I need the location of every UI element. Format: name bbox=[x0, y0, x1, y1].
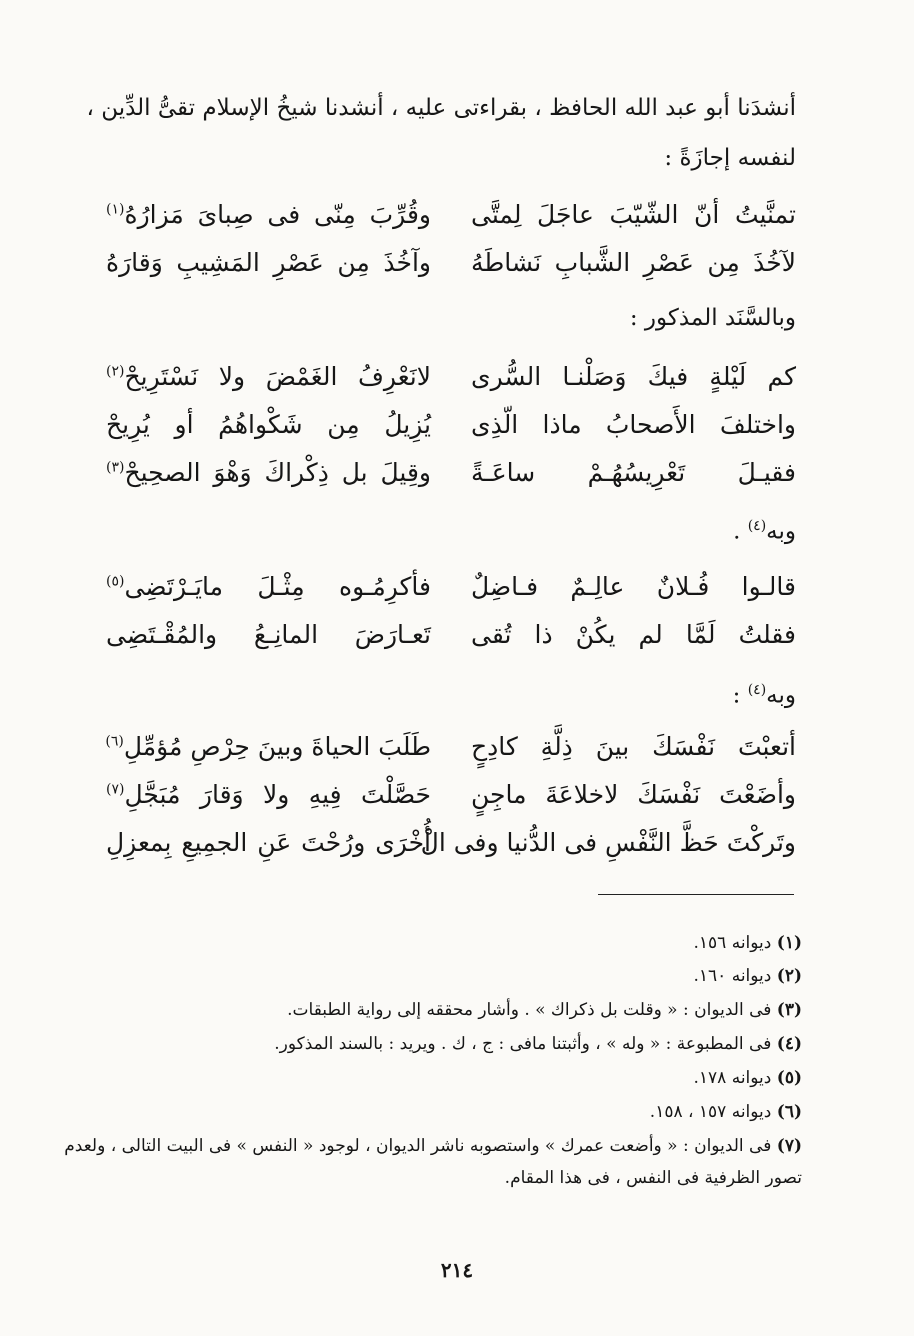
verse-first-hemistich: أتعبْتَ نَفْسَكَ بينَ ذِلَّةِ كادِحٍ bbox=[471, 731, 796, 761]
footnote-text: ديوانه ١٥٧ ، ١٥٨. bbox=[649, 1102, 777, 1122]
footnote bbox=[82, 995, 802, 1025]
intro-line-1: أنشدَنا أبو عبد الله الحافظ ، بقراءتى عليه ، أنشدنا شيخُ الإسلام تقىُّ الدِّين ، bbox=[86, 95, 796, 121]
verse-line bbox=[106, 724, 796, 768]
intro-line-2: لنفسه إجازَةً : bbox=[664, 145, 796, 171]
verse-first-hemistich: فقلتُ لَمَّا لم يكُنْ ذا تُقى bbox=[471, 619, 796, 649]
transition-punct: : bbox=[732, 682, 748, 709]
verse-line bbox=[106, 450, 796, 494]
hemistich-text: حَصَّلْتَ فِيهِ ولا وَقارَ مُبَجَّلِ bbox=[124, 779, 431, 809]
verse-line bbox=[106, 564, 796, 608]
verse-line bbox=[106, 240, 796, 284]
transition-text: وبه bbox=[766, 682, 796, 709]
footnote bbox=[82, 961, 802, 991]
verse-first-hemistich: وتَركْتَ حَظَّ النَّفْسِ فى الدُّنيا وفى الْ bbox=[420, 827, 796, 857]
verse-line bbox=[106, 354, 796, 398]
footnote-text: فى الديوان : « وقلت بل ذكراك » . وأشار محققه إلى رواية الطبقات. bbox=[287, 1000, 777, 1020]
transition-line bbox=[96, 506, 796, 552]
footnote-number: (٧) bbox=[776, 1136, 802, 1156]
verse-second-hemistich: تَعـارَضَ المانِـعُ والمُقْـتَضِى bbox=[106, 619, 431, 649]
verse-second-hemistich: وآخُذَ مِن عَصْرِ المَشِيبِ وَقارَهُ bbox=[106, 247, 431, 277]
verse-first-hemistich: تمنَّيتُ أنّ الشّيّبَ عاجَلَ لِمتَّى bbox=[471, 199, 796, 229]
verse-second-hemistich bbox=[106, 362, 431, 391]
page-number: ٢١٤ bbox=[440, 1258, 474, 1282]
footnote-number: (١) bbox=[776, 933, 802, 953]
footnote bbox=[82, 1029, 802, 1059]
footnote-number: (٦) bbox=[776, 1102, 802, 1122]
footnote-number: (٤) bbox=[776, 1034, 802, 1054]
footnote-text: فى المطبوعة : « وله » ، وأثبتنا مافى : ج ، ك . ويريد : بالسند المذكور. bbox=[274, 1034, 777, 1054]
footnote-marker: (٢) bbox=[106, 363, 125, 380]
footnote bbox=[82, 1063, 802, 1093]
footnote-text: ديوانه ١٧٨. bbox=[693, 1068, 777, 1088]
verse-second-hemistich: أُخْرَى ورُحْتَ عَنِ الجمِيعِ بِمعزِلِ bbox=[106, 827, 431, 857]
verse-second-hemistich bbox=[106, 200, 431, 229]
transition-line bbox=[96, 670, 796, 716]
verse-first-hemistich: لآخُذَ مِن عَصْرِ الشَّبابِ نَشاطَهُ bbox=[471, 247, 796, 277]
footnote-text: ديوانه ١٥٦. bbox=[693, 933, 777, 953]
transition-punct: . bbox=[733, 518, 748, 545]
footnote-marker: (٥) bbox=[106, 573, 125, 590]
footnote-marker: (٤) bbox=[747, 518, 767, 534]
footnote-number: (٥) bbox=[776, 1068, 802, 1088]
verse-second-hemistich bbox=[106, 732, 431, 761]
footnote-marker: (٤) bbox=[747, 682, 767, 698]
hemistich-text: لانَعْرِفُ الغَمْضَ ولا نَسْتَرِيحْ bbox=[124, 361, 431, 391]
verse-first-hemistich: كم لَيْلةٍ فيكَ وَصَلْنـا السُّرى bbox=[471, 361, 796, 391]
verse-line bbox=[106, 402, 796, 446]
footnote-separator bbox=[598, 894, 794, 895]
hemistich-text: فأكرِمُـوه مِثْـلَ مايَـرْتَضِى bbox=[124, 571, 431, 601]
transition-text: وبه bbox=[766, 518, 796, 545]
transition-line: وبالسَّنَد المذكور : bbox=[629, 305, 796, 331]
verse-line bbox=[106, 772, 796, 816]
footnote-text: فى الديوان : « وأضعت عمرك » واستصوبه ناشر الديوان ، لوجود « النفس » فى البيت التالى ، ولعدم bbox=[64, 1136, 777, 1156]
footnote-continuation: تصور الظرفية فى النفس ، فى هذا المقام. bbox=[504, 1168, 802, 1188]
verse-line bbox=[106, 612, 796, 656]
hemistich-text: وقُرِّبَ مِنّى فى صِباىَ مَزارُهُ bbox=[124, 199, 431, 229]
footnote bbox=[82, 928, 802, 958]
verse-second-hemistich: يُزِيلُ مِن شَكْواهُمُ أو يُرِيحْ bbox=[106, 409, 431, 439]
footnote bbox=[64, 1131, 802, 1161]
footnote-number: (٣) bbox=[776, 1000, 802, 1020]
footnote-text: ديوانه ١٦٠. bbox=[693, 966, 777, 986]
verse-first-hemistich: فقيـلَ تَعْرِيسُهُـمْ ساعَـةً bbox=[471, 457, 796, 487]
verse-first-hemistich: قالـوا فُـلانٌ عالِـمٌ فـاضِلٌ bbox=[471, 571, 796, 601]
footnote bbox=[82, 1097, 802, 1127]
verse-second-hemistich bbox=[106, 572, 431, 601]
footnote-marker: (٣) bbox=[106, 459, 125, 476]
verse-line bbox=[106, 192, 796, 236]
hemistich-text: طَلَبَ الحياةَ وبينَ حِرْصِ مُؤمِّلِ bbox=[123, 731, 431, 761]
hemistich-text: وقِيلَ بل ذِكْراكَ وَهْوَ الصحِيحْ bbox=[124, 457, 431, 487]
verse-second-hemistich bbox=[106, 780, 431, 809]
footnote-number: (٢) bbox=[776, 966, 802, 986]
verse-second-hemistich bbox=[106, 458, 431, 487]
verse-line bbox=[106, 820, 796, 864]
verse-first-hemistich: واختلفَ الأَصحابُ ماذا الّذِى bbox=[471, 409, 796, 439]
footnote-marker: (١) bbox=[106, 201, 125, 218]
footnote-marker: (٧) bbox=[106, 781, 125, 798]
verse-first-hemistich: وأضَعْتَ نَفْسَكَ لاخلاعَةَ ماجِنٍ bbox=[471, 779, 796, 809]
footnote-marker: (٦) bbox=[105, 733, 124, 750]
